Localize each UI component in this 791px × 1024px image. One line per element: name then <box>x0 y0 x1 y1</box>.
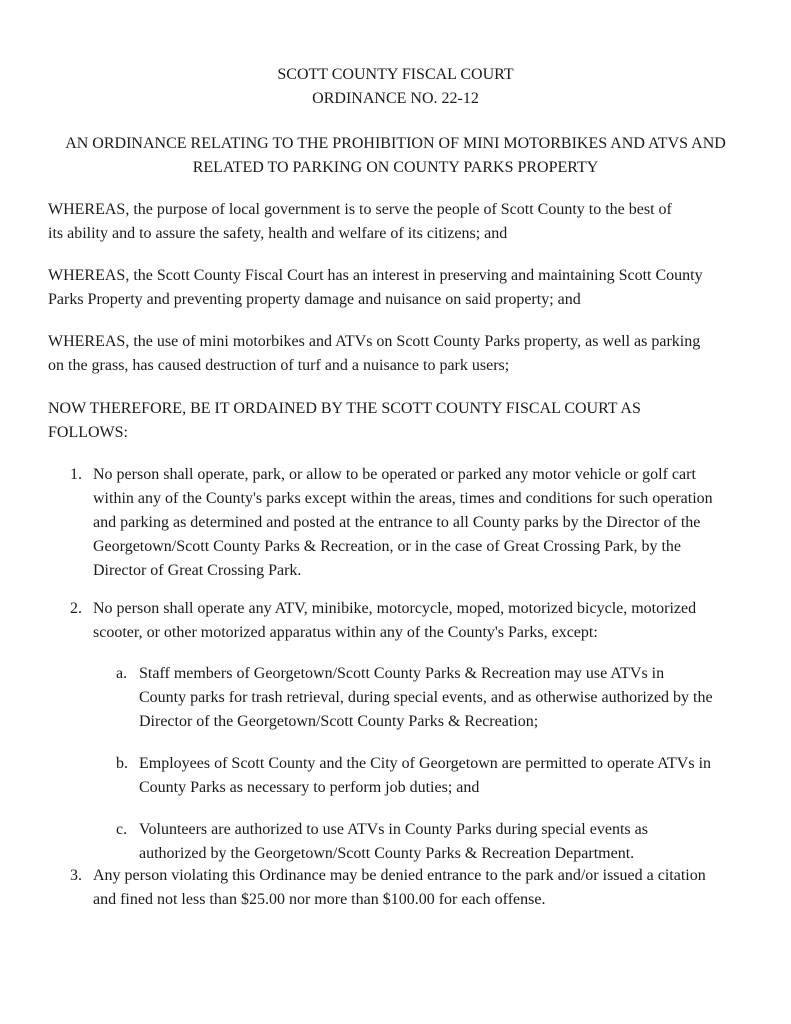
item-number: 1. <box>70 466 82 483</box>
paragraph-line: its ability and to assure the safety, health and welfare of its citizens; and <box>48 225 508 242</box>
item-line: Volunteers are authorized to use ATVs in County Parks during special events as <box>139 821 648 838</box>
item-line: within any of the County's parks except within the areas, times and conditions for such operation <box>93 490 713 507</box>
ordained-clause <box>48 397 748 445</box>
paragraph-line: on the grass, has caused destruction of turf and a nuisance to park users; <box>48 357 510 374</box>
paragraph-line: WHEREAS, the purpose of local government is to serve the people of Scott County to the best of <box>48 201 672 218</box>
subitem-letter: c. <box>116 821 128 838</box>
paragraph-line: WHEREAS, the use of mini motorbikes and ATVs on Scott County Parks property, as well as parking <box>48 333 701 350</box>
item-line: Any person violating this Ordinance may be denied entrance to the park and/or issued a citation <box>93 867 706 884</box>
subitem-letter: a. <box>116 665 128 682</box>
ordinance-number: ORDINANCE NO. 22-12 <box>312 90 479 107</box>
item-number: 2. <box>70 600 82 617</box>
item-line: County Parks as necessary to perform job duties; and <box>139 779 480 796</box>
paragraph-line: NOW THEREFORE, BE IT ORDAINED BY THE SCOTT COUNTY FISCAL COURT AS <box>48 400 641 417</box>
paragraph-line: Parks Property and preventing property damage and nuisance on said property; and <box>48 291 581 308</box>
subject-line: RELATED TO PARKING ON COUNTY PARKS PROPERTY <box>192 159 599 176</box>
item-line: Georgetown/Scott County Parks & Recreation, or in the case of Great Crossing Park, by the <box>93 538 682 555</box>
court-name: SCOTT COUNTY FISCAL COURT <box>277 66 514 83</box>
paragraph-line: FOLLOWS: <box>48 424 128 441</box>
whereas-paragraph <box>48 330 748 378</box>
item-line: Staff members of Georgetown/Scott County Parks & Recreation may use ATVs in <box>139 665 665 682</box>
document-header <box>0 63 791 111</box>
item-line: No person shall operate, park, or allow to be operated or parked any motor vehicle or golf cart <box>93 466 696 483</box>
item-line: Director of Great Crossing Park. <box>93 562 302 579</box>
item-number: 3. <box>70 867 82 884</box>
subject-line: AN ORDINANCE RELATING TO THE PROHIBITION OF MINI MOTORBIKES AND ATVS AND <box>65 135 726 152</box>
item-line: Director of the Georgetown/Scott County Parks & Recreation; <box>139 713 539 730</box>
item-line: County parks for trash retrieval, during special events, and as otherwise authorized by the <box>139 689 713 706</box>
item-line: No person shall operate any ATV, minibike, motorcycle, moped, motorized bicycle, motorized <box>93 600 697 617</box>
item-line: authorized by the Georgetown/Scott County Parks & Recreation Department. <box>139 845 635 862</box>
item-line: Employees of Scott County and the City of Georgetown are permitted to operate ATVs in <box>139 755 712 772</box>
item-line: and parking as determined and posted at the entrance to all County parks by the Director of the <box>93 514 701 531</box>
whereas-paragraph <box>48 198 748 246</box>
paragraph-line: WHEREAS, the Scott County Fiscal Court has an interest in preserving and maintaining Scott County <box>48 267 703 284</box>
whereas-paragraph <box>48 264 748 312</box>
item-line: and fined not less than $25.00 nor more than $100.00 for each offense. <box>93 891 546 908</box>
ordinance-subject <box>20 132 771 180</box>
subitem-letter: b. <box>116 755 128 772</box>
item-line: scooter, or other motorized apparatus within any of the County's Parks, except: <box>93 624 598 641</box>
